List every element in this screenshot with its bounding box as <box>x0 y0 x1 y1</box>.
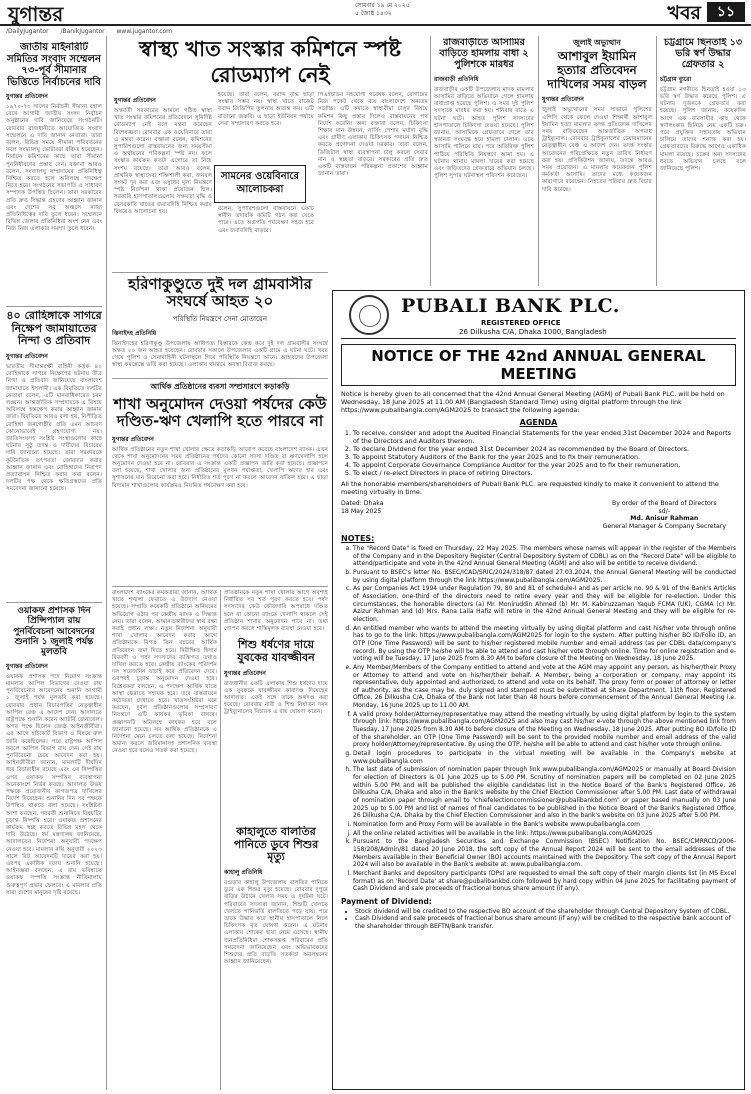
bank-logo-icon <box>349 295 389 335</box>
page-number: ১১ <box>707 2 745 22</box>
section-name: খবর <box>667 2 701 24</box>
body-text: জুলাই অভ্যুত্থানের সময় সাভারে পুলিশের এপিসি থেকে ফেলে দেওয়া শিক্ষার্থী আশাবুল ইয়ামিন হত্যা মামলার তদন্ত প্রতিবেদন দাখিলের সময় বাড়িয়েছেন আন্তর্জাতিক অপরাধ ট্রাইব্যুনাল। রোববার ট্রাইব্যুনালের চেয়ারম্যানের নেতৃত্বাধীন বেঞ্চ এ আদেশ দেন। তদন্ত সংস্থার আবেদনের পরিপ্রেক্ষিতে নতুন তারিখ নির্ধারণ করা হয়। প্রসিকিউশন জানায়, তদন্তে আরও সময় প্রয়োজন। এ মামলায় কয়েকজন পুলিশ কর্মকর্তা আসামি। তাদের মধ্যে কয়েকজন কারাগারে রয়েছেন। নিহতের পরিবার দ্রুত বিচার দাবি করেছে। <box>542 107 652 193</box>
lead-col-1 <box>114 92 212 268</box>
closing-text: All the honorable members/shareholders of Pubali Bank PLC. are requested kindly to make it convenient to attend the meeting virtually in time. <box>341 479 719 496</box>
headline: শাখা অনুমোদন দেওয়া পর্ষদের কেউ দণ্ডিত-ঋণ খেলাপি হতে পারবে না <box>113 395 327 431</box>
byline: যুগান্তর প্রতিবেদন <box>224 669 266 677</box>
byline: ঝিনাইদহ প্রতিনিধি <box>112 329 157 337</box>
headline: কাহালুতে বালতির পানিতে ডুবে শিশুর মৃত্যু <box>233 826 319 864</box>
notice-title: NOTICE OF THE 42nd ANNUAL GENERAL MEETING <box>341 344 736 386</box>
body-text: অন্তর্বর্তী সরকারের আমলে গঠিত স্বাস্থ্য খাত সংস্কার কমিশনের প্রতিবেদনে সুনির্দিষ্ট রোডম্যাপ নেই বলে মন্তব্য করেছেন বিশেষজ্ঞরা। রোববার এক ওয়েবিনারে তারা এ মন্তব্য করেন। বক্তারা বলেন, কমিশনের সুপারিশগুলো বাস্তবায়নের জন্য সময়সীমা ও অর্থায়নের পরিকল্পনা স্পষ্ট নয়। ফলে সংস্কার কার্যক্রম কতটা এগোবে তা নিয়ে সংশয় রয়েছে। তারা আরও বলেন, প্রাথমিক স্বাস্থ্যসেবা শক্তিশালী করা, জনবল সংকট দূর করা এবং ওষুধের মূল্য নিয়ন্ত্রণে স্পষ্ট নির্দেশনা থাকা প্রয়োজন ছিল। সরকারি হাসপাতালগুলোর সক্ষমতা বৃদ্ধি ও বেসরকারি খাতের জবাবদিহি নিশ্চিত করার বিষয়েও আলোচনা হয়। <box>114 108 212 215</box>
note-item: f. A valid proxy holder/Attorney/representative may attend the meeting virtually by using digital platform by login to the system through link: https://www.pubalibangla.com/AGM2025 and also may cast his/her e-vote through the above mentioned link from Tuesday, 17 June 2025 from 8.30 AM to before closure of the Meeting on Wednesday, 18 June 2025. After putting BO ID/folio ID of the shareholder, an OTP (One Time Password) will be sent to the provided mobile number and email address of the valid proxy holder/Attorney/representative. By using the OTP, he/she will be able to attend and cast his/her vote through online. <box>353 711 736 749</box>
dated-label: Dated: Dhaka <box>341 500 384 508</box>
byline: রাজবাড়ী প্রতিনিধি <box>434 75 479 83</box>
facebook-link-2[interactable]: /BanikJugantor <box>60 28 105 35</box>
note-item: d. An entitled member who wants to attend the meeting virtually by using digital platform and cast his/her vote through online has to go to the link: https://www.pubalibangla.com/AGM2025 for login to the system. After putting his/her BO ID/Folio ID, an OTP (One Time Password) will be sent to his/her registered mobile number and email address (as per CDBL data/company's record). By using the OTP he/she will be able to attend and cast his/her vote through online. Time for online registration and e-voting will be Tuesday, 17 June 2025 from 8.30 AM to before closure of the Meeting on Wednesday, 18 June 2025. <box>353 625 736 663</box>
byline: যুগান্তর প্রতিবেদন <box>542 96 584 104</box>
note-item: h. The last date of submission of nomination paper through link www.pubalibangla.com/AGM2025 or manually at Board Division for election of Directors is 01 June 2025 up to 5.00 PM. Scrutiny of nomination papers will be completed on 02 June 2025 within 5.00 PM and will be published the eligible candidates list in the Notice Board of the Bank's Registered Office, 26 Dilkusha C/A, Dhaka and also in the Bank's website by the Chief Election Commissioner after 5.00 PM. Last date of withdrawal of nomination paper through email to "chiefelectioncommissioner@pubalibankbd.com" or paper based manually on 03 June 2025 up to 5.00 PM and list of names of final candidates to be published in the Notice Board of the Bank's Registered Office, 26 Dilkusha C/A, Dhaka by the Chief Election Commissioner and also in the bank's website on 03 June 2025 after 5.00 PM. <box>353 766 736 820</box>
payment-item: • Stock dividend will be credited to the respective BO account of the shareholder through Central Depository System of CDBL. <box>355 908 736 916</box>
note-item: i. Nomination form and Proxy Form will be available in the Bank's website www.pubalibangla.com <box>353 821 736 829</box>
agenda-item: 1. To receive, consider and adopt the Audited Financial Statements for the year ended 31st December 2024 and Reports of the Directors and Auditors thereon. <box>353 429 736 445</box>
note-item: e. Any Member/Members of the Company entitled to attend and vote at the AGM may appoint any person, as his/her/their Proxy or Attorney to attend and vote on his/her/their behalf. A Member, being a corporation or company, may appoint its representative, duly appointed and authorized, to attend and vote on its behalf. The proxy form or power of attorney or letter of authority, as the case may be, duly signed and stamped must be submitted at Share Department, 11th floor, Registered Office, 26 Dilkusha C/A, Dhaka of the Bank not later than 48 hours before commencement of the Annual General Meeting i.e. Monday, 16 June 2025 up to 11.00 AM. <box>353 664 736 710</box>
story-yamin <box>542 38 652 286</box>
agenda-item: 5. To elect / re-elect Directors in place of retiring Directors. <box>353 469 736 477</box>
payment-heading: Payment of Dividend: <box>341 896 432 906</box>
newspaper-logo: যুগান্তর <box>8 2 64 26</box>
byline: চট্টগ্রাম ব্যুরো <box>660 75 692 83</box>
payment-list <box>341 908 736 931</box>
notes-heading: NOTES: <box>341 534 375 544</box>
body-text: রাজবাড়ীর একটি উপজেলায় মাদক মামলার আসামির বাড়িতে অভিযানে গেলে হামলায় বাধাপ্রাপ্ত হয়েছে পুলিশ। এ সময় দুই পুলিশ সদস্যকে মারধর করা হয়। শনিবার রাতে এ ঘটনা ঘটে। আহত পুলিশ সদস্যদের হাসপাতালে চিকিৎসা দেওয়া হয়েছে। পুলিশ জানায়, আসামিকে গ্রেফতারে গেলে তার স্বজনরা সংঘবদ্ধ হয়ে হামলা চালান। এতে আসামি পালিয়ে যায়। পরে অতিরিক্ত পুলিশ পাঠিয়ে পরিস্থিতি নিয়ন্ত্রণে আনা হয়। এ ঘটনায় থানায় মামলা দায়ের করা হয়েছে এবং জড়িতদের গ্রেফতারে অভিযান চলছে। পুলিশ সুপার ঘটনাস্থল পরিদর্শন করেছেন। <box>434 86 534 180</box>
bank-address: 26 Dilkusha C/A, Dhaka 1000, Bangladesh <box>459 328 607 336</box>
headline: জাতীয় মাইনরিটি সমিতির সংবাদ সম্মেলন ৭৩-পূর্ব সীমানার ভিত্তিতে নির্বাচনের দাবি <box>7 42 101 88</box>
subheadline: পরিস্থিতি নিয়ন্ত্রণে সেনা মোতায়েন <box>172 314 268 323</box>
body-text: বাংলাদেশ ব্যাংকের কর্মকর্তারা জানান, আর্থিক খাতে শৃঙ্খলা ফেরাতে এ উদ্যোগ নেওয়া হয়েছে। সম্প্রতি কয়েকটি প্রতিষ্ঠানে অনিয়মের অভিযোগ ওঠার পর কেন্দ্রীয় ব্যাংক এ সিদ্ধান্ত নেয়। তারা বলেন, আমানতকারীদের স্বার্থ রক্ষা করাই প্রধান লক্ষ্য। নতুন নির্দেশনা অনুযায়ী শাখা খোলার আবেদন করার আগে প্রতিষ্ঠানকে বিগত তিন বছরের আর্থিক প্রতিবেদন জমা দিতে হবে। নিরীক্ষিত হিসাব বিবরণী ও পর্ষদ সদস্যদের ব্যক্তিগত তথ্যও দাখিল করতে হবে। কেন্দ্রীয় ব্যাংকের পরিদর্শন দল সরেজমিন যাচাই করে প্রতিবেদন দেবে। এরপরই চূড়ান্ত অনুমোদন দেওয়া হবে। বিশ্লেষকরা বলছেন, এ পদক্ষেপ আর্থিক খাতে আস্থা ফেরাতে সহায়ক হবে। তবে বাস্তবায়নে কঠোরতা দেখাতে হবে। খাতসংশ্লিষ্টরা মনে করছেন, দুর্বল প্রতিষ্ঠানগুলোর সম্প্রসারণ নিয়ন্ত্রণে এটি কার্যকর ভূমিকা রাখবে। প্রজ্ঞাপনটি অবিলম্বে কার্যকর হবে বলে জানানো হয়েছে। সব আর্থিক প্রতিষ্ঠানকে এ নির্দেশনা মেনে চলতে বলা হয়েছে। নির্দেশনা অমান্য করলে জরিমানাসহ প্রশাসনিক ব্যবস্থা নেওয়া হবে বলেও সতর্ক করা হয়েছে। <box>112 590 217 755</box>
body-text: ১৯৭০-৭৩ সালের নির্বাচনী সীমানা বহাল রেখে আগামী জাতীয় সংসদ নির্বাচন অনুষ্ঠানের দাবি জানিয়েছে সংগঠনটি। রোববার রাজধানীতে আয়োজিত সংবাদ সম্মেলনে এ দাবি জানান নেতারা। তারা বলেন, বিভিন্ন সময়ে সীমানা পরিবর্তনের ফলে সংখ্যালঘু ভোটাররা বঞ্চিত হয়েছেন। নির্বাচন কমিশনের কাছে তারা সীমানা পুনর্নির্ধারণের প্রস্তাব দেন। বক্তারা আরও বলেন, সংখ্যালঘু সম্প্রদায়ের প্রতিনিধিত্ব নিশ্চিত করতে হলে অবিলম্বে পদক্ষেপ নিতে হবে। সংগঠনের সভাপতি ও সাধারণ সম্পাদক উপস্থিত ছিলেন। তারা সরকারের প্রতি দ্রুত সিদ্ধান্ত গ্রহণের আহ্বান জানান এবং দেশের সব অঞ্চলে ন্যায্য প্রতিনিধিত্বের দাবি তুলে ধরেন। সম্মেলনে বিভিন্ন জেলার প্রতিনিধিরা অংশ নেন এবং নিজ নিজ এলাকার সমস্যা তুলে ধরেন। <box>6 104 102 233</box>
body-text: হয়েছে। তারা বলেন, বরাদ্দ বৃদ্ধি ছাড়া সংস্কার সম্ভব নয়। স্বাস্থ্য খাতে বাজেট বরাদ্দ জিডিপির তুলনায় অত্যন্ত কম। এটি বাড়ানো জরুরি। এ ছাড়া ইউনিয়ন পর্যায়ে সেবা সম্প্রসারণ করতে হবে। <box>218 92 314 127</box>
agenda-heading: AGENDA <box>519 417 558 427</box>
signature-block <box>341 500 736 532</box>
headline: শিশু ধর্ষণের দায়ে যুবকের যাবজ্জীবন <box>237 638 315 664</box>
byline: কাহালু প্রতিনিধি <box>224 868 263 876</box>
facebook-link[interactable]: /DailyJugantor <box>6 28 49 35</box>
lead-col-3 <box>318 92 428 268</box>
social-links <box>6 28 182 35</box>
story-clash <box>112 276 328 376</box>
story-minority <box>6 42 102 304</box>
headline: হরিণাকুণ্ডুতে দুই দল গ্রামবাসীর সংঘর্ষে আহত ২০ <box>128 276 312 311</box>
note-item: k. Pursuant to the Bangladesh Securities and Exchange Commission (BSEC) Notification No. BSEC/CMRRCD/2006-158/208/Admin/81 dated 20 June 2018, the soft copy of the Annual Report 2024 will be sent to the email addresses of the Members available in their Beneficial Owner (BO) accounts maintained with the Depository. The soft copy of the Annual Report 2024 will also be available in the Bank's website at: www.pubalibangla.com. <box>353 838 736 869</box>
signature-sd: sd/- <box>658 507 671 515</box>
body-text: ঝিনাইদহের হরিণাকুণ্ডু উপজেলায় আধিপত্য বিস্তারকে কেন্দ্র করে দুই দল গ্রামবাসীর সংঘর্ষে অন্তত ২০ জন আহত হয়েছেন। রোববার সকালে উপজেলার একটি গ্রামে এ ঘটনা ঘটে। খবর পেয়ে পুলিশ ও সেনাবাহিনী ঘটনাস্থলে গিয়ে পরিস্থিতি নিয়ন্ত্রণে আনে। আহতদের উপজেলা স্বাস্থ্য কমপ্লেক্সে ভর্তি করা হয়েছে। এলাকায় থমথমে অবস্থা বিরাজ করছে। <box>112 340 328 369</box>
body-text: আর্থিক প্রতিষ্ঠানের নতুন শাখা খোলার ক্ষেত্রে কড়াকড়ি আরোপ করেছে বাংলাদেশ ব্যাংক। এখন থেকে শাখা অনুমোদনের সময় প্রতিষ্ঠানের পর্ষদের কোনো সদস্য দণ্ডিত বা ঋণখেলাপি হলে অনুমোদন দেওয়া হবে না। রোববার এ সংক্রান্ত একটি প্রজ্ঞাপন জারি করা হয়েছে। প্রজ্ঞাপনে বলা হয়েছে, শাখা খোলার জন্য প্রতিষ্ঠানের মূলধন পর্যাপ্ততা, খেলাপি ঋণের হার এবং সুশাসনের মান বিবেচনা করা হবে। নির্ধারিত শর্ত পূরণ না করলে আবেদন বাতিল হবে। এ ছাড়া বিদ্যমান শাখাগুলোর কার্যক্রমও নিয়মিত পর্যবেক্ষণ করা হবে। <box>112 446 328 489</box>
headline: ৪০ রোহিঙ্গাকে সাগরে নিক্ষেপ জামায়াতের নিন্দা ও প্রতিবাদ <box>6 310 102 348</box>
note-item: j. All the online related activities will be available in the link: https://www.pubalibangla.com/AGM2025 <box>353 830 736 838</box>
note-item: c. As per Companies Act 1994 under Regulation 79, 80 and 81 of schedule-I and as per article no. 90 & 91 of the Bank's Articles of Association, one-third of the directors need to retire every year and they will be eligible for re-election. Under this circumstances, the honorable directors (a) Mr. Moniruddin Ahmed (b) Mr. M. Kabiruzzaman Yaqub FCMA (UK), CGMA (c) Mr. Azizur Rahman and (d) Mrs. Rana Laila Hafiz will retire in the 42nd Annual General Meeting and they will be eligible for re-election. <box>353 585 736 623</box>
issue-date: সোমবার ১৯ মে ২০২৫ ৫ জ্যৈষ্ঠ ১৪৩২ <box>355 2 410 17</box>
story-ctg <box>660 38 746 286</box>
dated-value: 18 May 2025 <box>341 507 382 515</box>
website-link[interactable]: www.jugantor.com <box>116 28 173 35</box>
note-item: a. The "Record Date" is fixed on Thursday, 22 May 2025. The members whose names will appear in the register of the Members of the Company and in the Depository Register (Central Depository System of CDBL) as on the "Record Date" will be eligible to attend/participate and vote in the 42nd Annual General Meeting (AGM) and also will be entitle to receive dividend. <box>353 545 736 568</box>
agenda-list <box>341 429 736 477</box>
note-item: l. Merchant Banks and depository participants (DPs) are requested to email the soft copy of their margin clients list (in MS Excel format) as on 'Record Date' at share@pubalibankbd.com followed by hard copy within 04 June 2025 for facilitating payment of Cash Dividend and sale proceeds of fractional bonus share amount (if any). <box>353 870 736 893</box>
payment-item: • Cash Dividend and sale proceeds of fractional bonus share amount (if any) will be credited to the respective bank account of the shareholder through BEFTN/Bank transfer. <box>355 915 736 930</box>
lead-headline: স্বাস্থ্য খাত সংস্কার কমিশনে স্পষ্ট রোডম্যাপ নেই <box>139 37 401 87</box>
agenda-item: 4. To appoint Corporate Governance Compliance Auditor for the year 2025 and to fix their remuneration. <box>353 461 736 469</box>
byline: যুগান্তর প্রতিবেদন <box>114 97 156 104</box>
byline: যুগান্তর প্রতিবেদন <box>6 352 48 360</box>
bank-header <box>341 295 736 339</box>
signatory-name: Md. Anisur Rahman <box>630 515 699 523</box>
note-item: g. Detail login procedures to participate in the virtual meeting will be available in the Company's website at www.pubalibangla.com <box>353 750 736 765</box>
notes-list <box>341 545 736 893</box>
body-text: প্রতিষ্ঠানকে নতুন শাখা খোলার আগে অবশ্যই নির্ধারিত সব শর্ত পূরণ করতে হবে। পর্ষদ সদস্যদের কেউ ফৌজদারি অপরাধে দণ্ডিত হলে বা কোনো ব্যাংকে খেলাপি থাকলে সেই প্রতিষ্ঠান শাখার অনুমোদন পাবে না। তথ্য গোপন করলে শাস্তিমূলক ব্যবস্থা নেওয়া হবে। <box>224 590 328 633</box>
story-branch-cont <box>112 590 217 1090</box>
signatory-designation: General Manager & Company Secretary <box>602 522 726 530</box>
body-text: বগুড়ার কাহালু উপজেলায় বালতির পানিতে ডুবে এক শিশুর মৃত্যু হয়েছে। রোববার দুপুরে বাড়ির উঠানে খেলার সময় এ দুর্ঘটনা ঘটে। পরিবারের সদস্যরা জানান, শিশুটি খেলতে খেলতে পানিভর্তি বালতিতে পড়ে যায়। পরে তাকে উদ্ধার করে স্থানীয় হাসপাতালে নিলে চিকিৎসক মৃত ঘোষণা করেন। এ ঘটনায় এলাকায় শোকের ছায়া নেমে এসেছে। স্থানীয় জনপ্রতিনিধিরা শোকসন্তপ্ত পরিবারের প্রতি সমবেদনা জানিয়েছেন এবং অভিভাবকদের শিশুদের প্রতি বাড়তি সতর্কতা অবলম্বনের আহ্বান জানিয়েছেন। <box>224 879 328 966</box>
kicker: আর্থিক প্রতিষ্ঠানের ব্যবসা সম্প্রসারণে কড়াকড়ি <box>150 382 290 391</box>
agm-notice <box>332 290 745 1090</box>
story-waqf <box>6 606 102 1090</box>
byline: যুগান্তর প্রতিবেদন <box>6 662 48 670</box>
story-branch <box>112 382 328 582</box>
story-rajbari <box>434 38 534 286</box>
headline: আশাবুল ইয়ামিন হত্যার প্রতিবেদন দাখিলের সময় বাড়ল <box>547 49 647 91</box>
pull-quote: সামনের ওয়েবিনারে আলোচকরা <box>214 165 306 203</box>
story-sentence <box>224 590 328 822</box>
registered-office: REGISTERED OFFICE <box>481 319 561 327</box>
story-drowning <box>224 826 328 1090</box>
masthead <box>0 0 751 26</box>
lead-col-2b <box>218 206 314 268</box>
body-text: ভারতীয় সীমান্তরক্ষী বাহিনী কর্তৃক ৪০ রোহিঙ্গাকে সাগরে নিক্ষেপের ঘটনায় তীব্র নিন্দা ও প্রতিবাদ জানিয়েছে বাংলাদেশ জামায়াতে ইসলামী। এক বিবৃতিতে দলটির নেতারা বলেন, এটি মানবাধিকারের চরম লঙ্ঘন। আন্তর্জাতিক সম্প্রদায়কে এ বিষয়ে অবিলম্বে হস্তক্ষেপ করার আহ্বান জানান তারা। বিবৃতিতে আরও বলা হয়, নিপীড়িত রোহিঙ্গা জনগোষ্ঠীর প্রতি এমন আচরণ কোনোভাবেই গ্রহণযোগ্য নয়। জাতিসংঘসহ সংশ্লিষ্ট সংস্থাগুলোর কাছে ঘটনার সুষ্ঠু তদন্ত ও দায়ীদের বিচারের দাবি জানানো হয়েছে। তারা সরকারকে কূটনৈতিক তৎপরতা জোরদার করার আহ্বান জানান এবং রোহিঙ্গাদের নিরাপদ প্রত্যাবাসন নিশ্চিত করার কথা বলেন। দলটির পক্ষ থেকে ক্ষতিগ্রস্তদের প্রতি সমবেদনা জানানো হয়েছে। <box>6 363 102 493</box>
bank-name: PUBALI BANK PLC. <box>401 295 620 317</box>
body-text: ওয়াকফ প্রশাসক পদে নিয়োগ সংক্রান্ত মামলায় আপিল বিভাগের দেওয়া রায় পুনর্বিবেচনার আবেদনের শুনানি আগামী ১ জুলাই পর্যন্ত মুলতবি করা হয়েছে। রোববার প্রধান বিচারপতির নেতৃত্বাধীন আপিল বেঞ্চ এ আদেশ দেন। আদালতে রাষ্ট্রপক্ষে শুনানি করেন অ্যাটর্নি জেনারেল। অপর পক্ষে ছিলেন জ্যেষ্ঠ আইনজীবীরা। এর আগে হাইকোর্ট বিভাগ এ বিষয়ে রুল জারি করেছিলেন। পরে রাষ্ট্রপক্ষ আপিল করলে আপিল বিভাগ রায় দেন। সেই রায় পুনর্বিবেচনা চেয়ে আবেদন করা হয়। আইনজীবীরা জানান, মামলাটি দীর্ঘদিন ধরে বিচারাধীন রয়েছে এবং এর নিষ্পত্তির ওপর ওয়াকফ সম্পত্তির ব্যবস্থাপনা অনেকাংশে নির্ভর করছে। আদালত উভয় পক্ষকে প্রয়োজনীয় কাগজপত্র দাখিলের নির্দেশ দিয়েছেন। শুনানির দিন সব পক্ষকে উপস্থিত থাকতে বলা হয়েছে। সংশ্লিষ্টরা আশা করছেন, পরবর্তী শুনানিতে বিষয়টির চূড়ান্ত নিষ্পত্তি হবে। ওয়াকফ প্রশাসনের কার্যক্রম স্বচ্ছ করতে বিভিন্ন মহল থেকে দাবি উঠেছে। ধর্ম মন্ত্রণালয় জানিয়েছে, আদালতের নির্দেশনা অনুযায়ী পদক্ষেপ নেওয়া হবে। মামলার নথি অনুযায়ী ২০২৩ সালে রিট আবেদনটি দায়ের করা হয়। এরপর একাধিক দফায় শুনানি হয়েছে। আইনজ্ঞরা বলছেন, এ রায় ভবিষ্যতে ওয়াকফ সম্পত্তি সংক্রান্ত নীতিমালায় গুরুত্বপূর্ণ প্রভাব ফেলবে। এ মামলার প্রতি সারা দেশের মানুষের দৃষ্টি রয়েছে। <box>6 673 102 896</box>
headline: রাজবাড়ীতে আসামির বাড়িতে হামলায় বাধা ২ পুলিশকে মারধর <box>439 38 529 70</box>
body-text: বলেন, সুপারিশগুলো বাস্তবায়নে একটি স্বাধীন তদারকি কমিটি গঠন করা যেতে পারে। এতে অগ্রগতি পর্যবেক্ষণ সহজ হবে এবং জবাবদিহি বাড়বে। <box>218 206 314 234</box>
headline: চট্টগ্রামে ছিনতাই ১৩ ভরি স্বর্ণ উদ্ধার গ্রেফতার ২ <box>663 38 742 70</box>
note-item: b. Pursuant to BSEC's letter No. BSEC/ICAD/SRIC/2024/318/87 dated 27.03.2024, the Annual General Meeting will be conducted by using digital platform through the link https://www.pubalibangla.com/AGM2025. <box>353 569 736 584</box>
agenda-item: 3. To appoint Statutory Auditors of the Bank for the year 2025 and to fix their remuneration. <box>353 453 736 461</box>
byline: যুগান্তর প্রতিবেদন <box>112 435 154 443</box>
body-text: পিএইচডির সহযোগী গবেষক বলেন, রোগীদের নিজ পকেট থেকে ব্যয় বাংলাদেশে অন্যতম সর্বোচ্চ। এটি কমাতে স্বাস্থ্যবীমা চালুর বিষয়ে কমিশন কিছু প্রস্তাব দিলেও বাস্তবায়নের পথ নির্দেশ করেনি। অন্য বক্তারা বলেন, চিকিৎসা শিক্ষার মান উন্নয়ন, নার্সিং পেশার মর্যাদা বৃদ্ধি এবং গ্রামীণ এলাকায় চিকিৎসক পদায়ন নিশ্চিত করতে প্রণোদনা দেওয়া দরকার। তারা বলেন, ডিজিটাল স্বাস্থ্য ব্যবস্থাপনা চালু করলে সেবার মান ও স্বচ্ছতা বাড়বে। সরকারের প্রতি দ্রুত একটি বাস্তবায়ন পরিকল্পনা প্রকাশের আহ্বান জানান তারা। <box>318 92 428 178</box>
by-order: By order of the Board of Directors <box>612 500 717 508</box>
body-text: রাজধানীর একটি এলাকায় শিশু ধর্ষণের দায়ে এক যুবককে যাবজ্জীবন কারাদণ্ড দিয়েছেন আদালত। একই সঙ্গে তাকে অর্থদণ্ড করা হয়েছে। রোববার নারী ও শিশু নির্যাতন দমন ট্রাইব্যুনালের বিচারক এ রায় ঘোষণা করেন। <box>224 680 328 716</box>
agenda-item: 2. To declare Dividend for the year ended 31st December 2024 as recommended by the Board of Directors. <box>353 445 736 453</box>
body-text: চট্টগ্রাম নগরীতে ছিনতাই হওয়া ১৩ ভরি স্বর্ণ উদ্ধার করেছে পুলিশ। এ ঘটনায় দুজনকে গ্রেফতার করা হয়েছে। পুলিশ জানায়, কয়েকদিন আগে এক ব্যবসায়ীর কাছ থেকে স্বর্ণালংকার ছিনিয়ে নেয় একটি চক্র। পরে প্রযুক্তির সহায়তায় অভিযান চালিয়ে তাদের শনাক্ত করা হয়। গ্রেফতারদের বিরুদ্ধে আগেও একাধিক মামলা রয়েছে। চক্রের অন্য সদস্যদের ধরতে অভিযান চলছে বলে জানিয়েছে পুলিশ। <box>660 86 746 172</box>
story-rohingya <box>6 310 102 600</box>
kicker: জুলাই অভ্যুত্থান <box>573 38 621 47</box>
notice-intro: Notice is hereby given to all concerned that the 42nd Annual General Meeting (AGM) of Pubali Bank PLC. will be held on Wednesday, 18 June 2025 at 11.00 AM (Bangladesh Standard Time) using digital platform through the link https://www.pubalibangla.com/AGM2025 to transact the following agenda: <box>341 390 725 415</box>
lead-col-2 <box>218 92 314 162</box>
byline: যুগান্তর প্রতিবেদন <box>6 93 48 100</box>
headline: ওয়াকফ প্রশাসক দিন প্রিন্সিপ্যাল রায় পুনর্বিবেচনা আবেদনের শুনানি ১ জুলাই পর্যন্ত মুলতবি <box>13 606 95 658</box>
